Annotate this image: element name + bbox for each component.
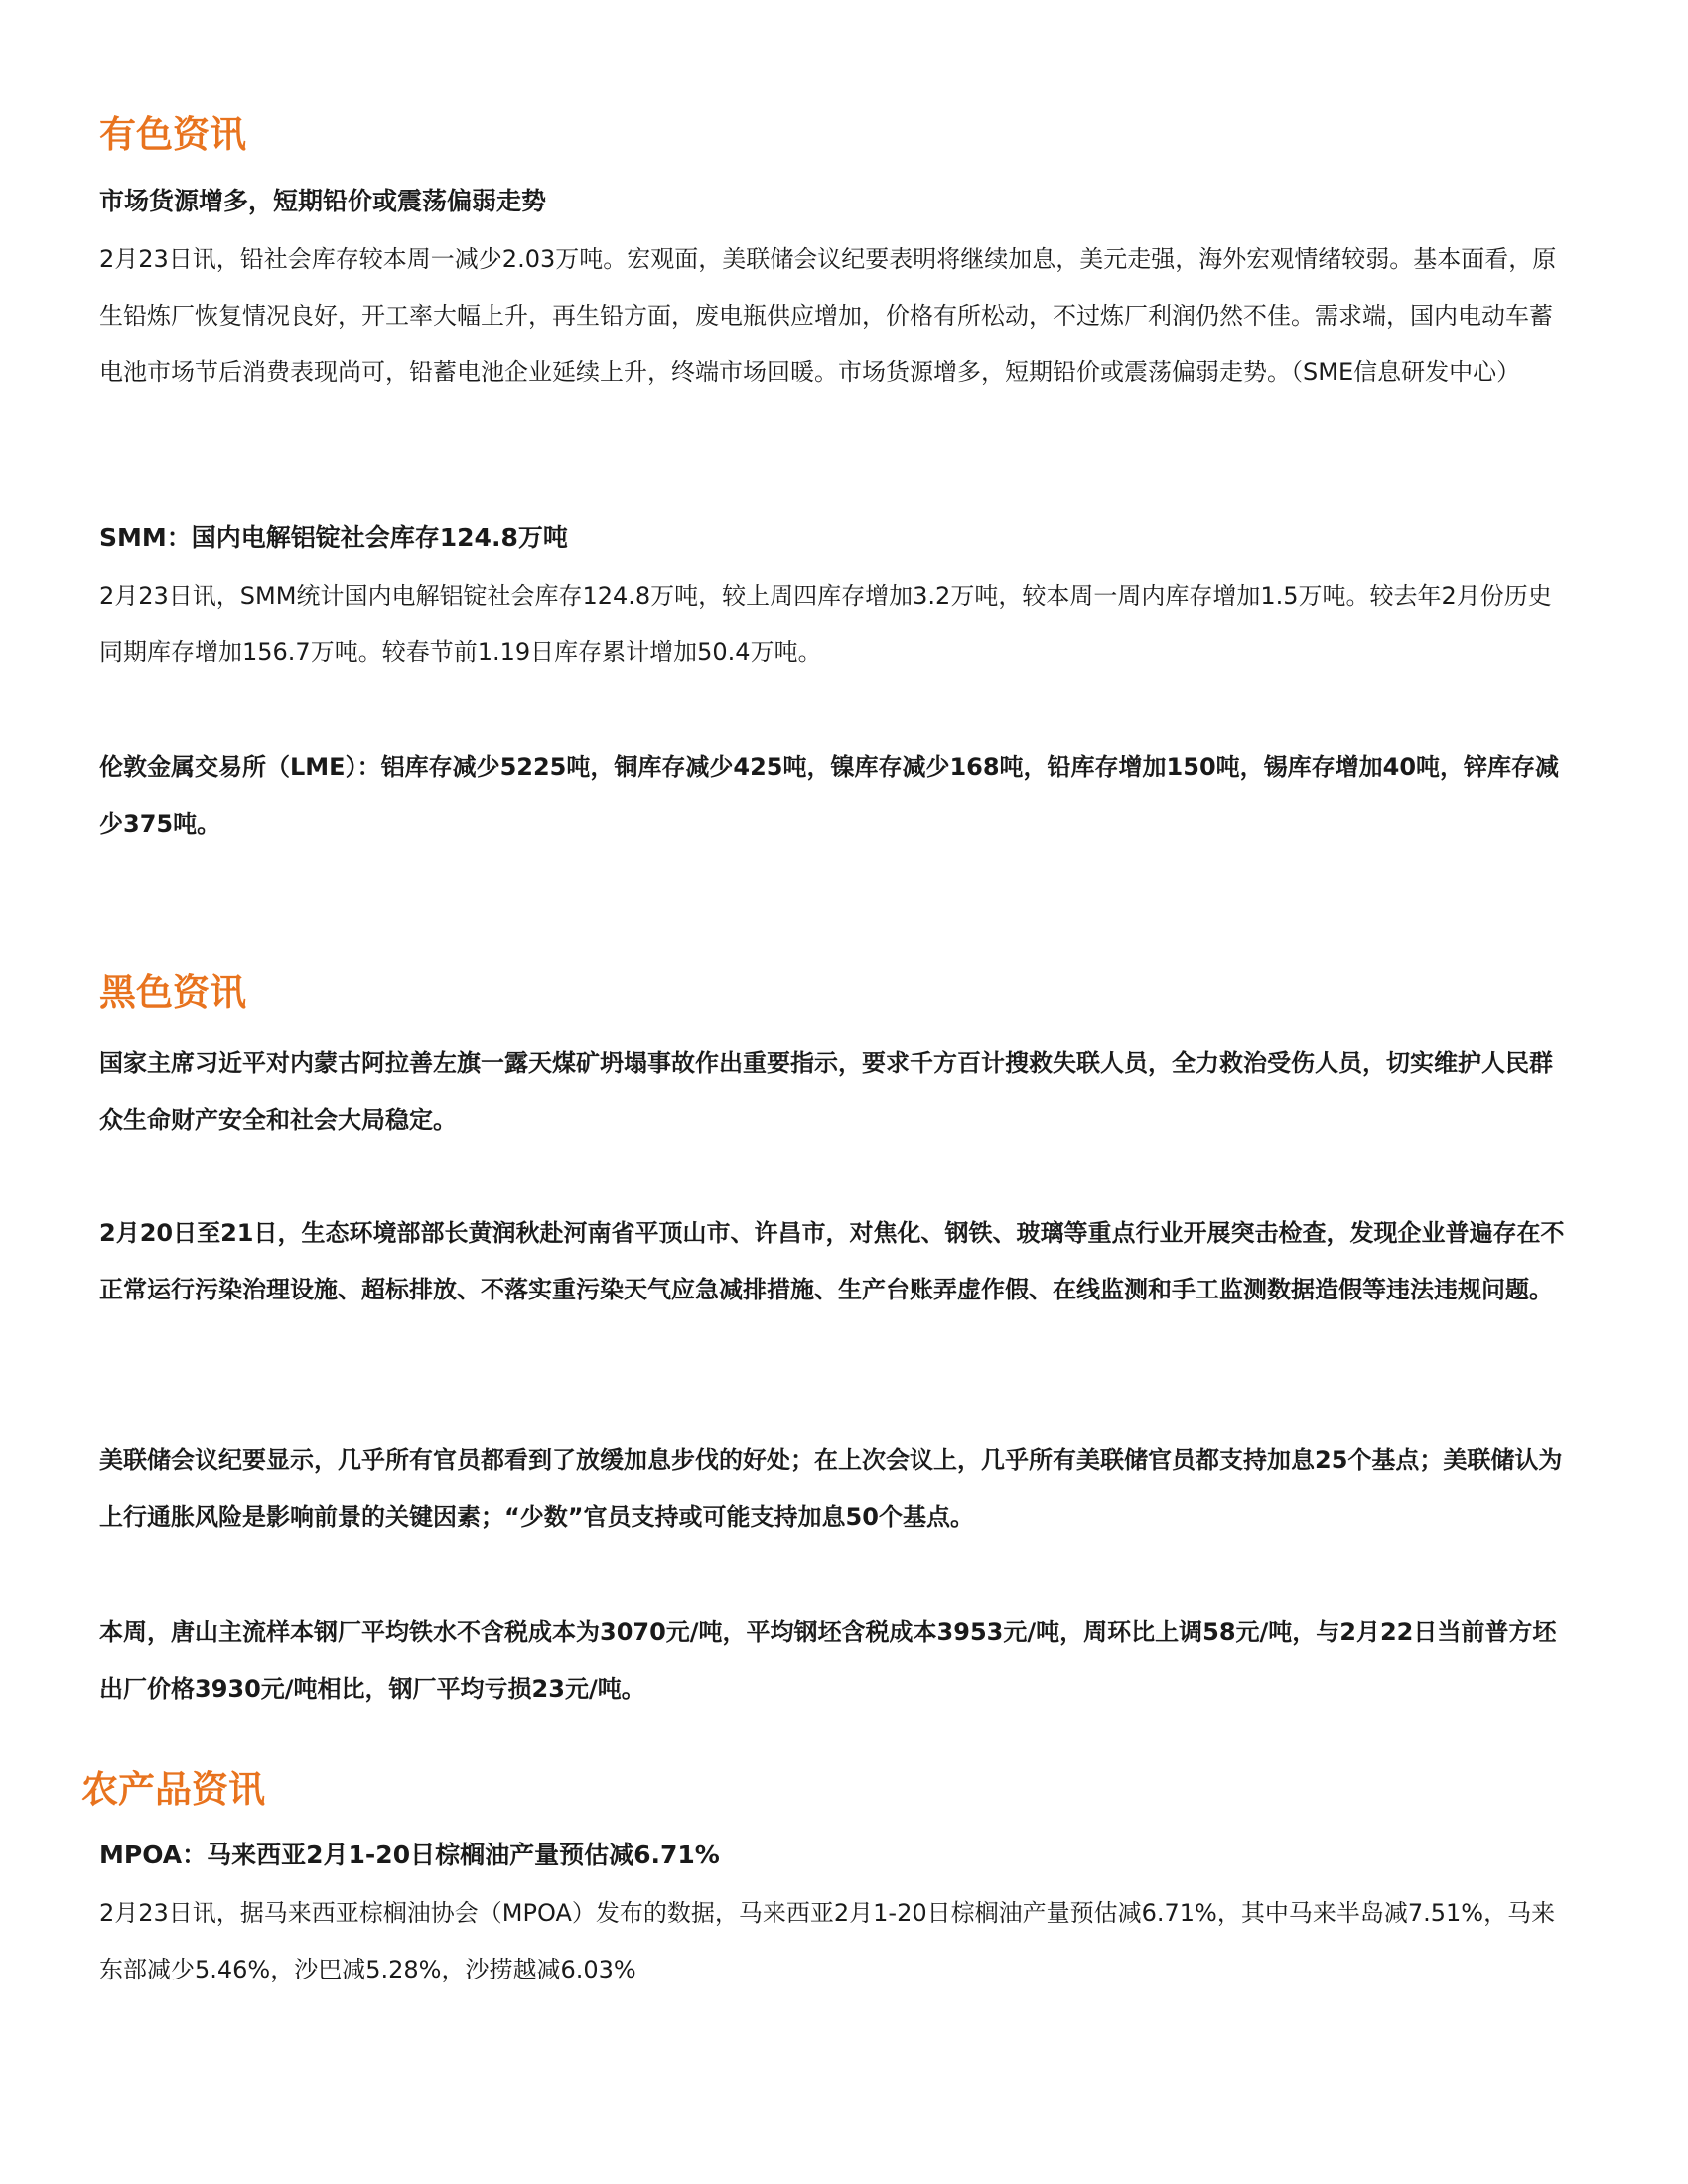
news-body-lme: 伦敦金属交易所（LME）：铝库存减少5225吨，铜库存减少425吨，镍库存减少168吨，铅库存增加150吨，锡库存增加40吨，锌库存减少375吨。 [99,753,1560,838]
section-title-ferrous: 黑色资讯 [99,971,246,1014]
news-body-palm-oil: 2月23日讯，据马来西亚棕榈油协会（MPOA）发布的数据，马来西亚2月1-20日棕榈油产量预估减6.71%，其中马来半岛减7.51%，马来东部减少5.46%，沙巴减5.28%，沙捞越减6.03% [99,1899,1556,1983]
news-headline-lead: 市场货源增多，短期铅价或震荡偏弱走势 [99,187,547,215]
section-title-agri: 农产品资讯 [81,1768,265,1811]
news-body-fed-minutes: 美联储会议纪要显示，几乎所有官员都看到了放缓加息步伐的好处；在上次会议上，几乎所有美联储官员都支持加息25个基点；美联储认为上行通胀风险是影响前景的关键因素；“少数”官员支持或可能支持加息50个基点。 [99,1446,1563,1531]
news-body-env-inspection: 2月20日至21日，生态环境部部长黄润秋赴河南省平顶山市、许昌市，对焦化、钢铁、玻璃等重点行业开展突击检查，发现企业普遍存在不正常运行污染治理设施、超标排放、不落实重污染天气应急减排措施、生产台账弄虚作假、在线监测和手工监测数据造假等违法违规问题。 [99,1219,1565,1303]
news-body-tangshan-cost: 本周，唐山主流样本钢厂平均铁水不含税成本为3070元/吨，平均钢坯含税成本3953元/吨，周环比上调58元/吨，与2月22日当前普方坯出厂价格3930元/吨相比，钢厂平均亏损23元/吨。 [99,1618,1557,1703]
section-title-nonferrous: 有色资讯 [99,113,246,156]
news-body-lead: 2月23日讯，铅社会库存较本周一减少2.03万吨。宏观面，美联储会议纪要表明将继续加息，美元走强，海外宏观情绪较弱。基本面看，原生铅炼厂恢复情况良好，开工率大幅上升，再生铅方面，废电瓶供应增加，价格有所松动，不过炼厂利润仍然不佳。需求端，国内电动车蓄电池市场节后消费表现尚可，铅蓄电池企业延续上升，终端市场回暖。市场货源增多，短期铅价或震荡偏弱走势。（SME信息研发中心） [99,245,1557,386]
news-body-aluminium: 2月23日讯，SMM统计国内电解铝锭社会库存124.8万吨，较上周四库存增加3.2万吨，较本周一周内库存增加1.5万吨。较去年2月份历史同期库存增加156.7万吨。较春节前1.19日库存累计增加50.4万吨。 [99,582,1552,666]
news-headline-palm-oil: MPOA：马来西亚2月1-20日棕榈油产量预估减6.71% [99,1841,720,1869]
news-headline-aluminium: SMM：国内电解铝锭社会库存124.8万吨 [99,523,568,552]
news-body-mine-accident: 国家主席习近平对内蒙古阿拉善左旗一露天煤矿坍塌事故作出重要指示，要求千方百计搜救失联人员，全力救治受伤人员，切实维护人民群众生命财产安全和社会大局稳定。 [99,1049,1553,1134]
